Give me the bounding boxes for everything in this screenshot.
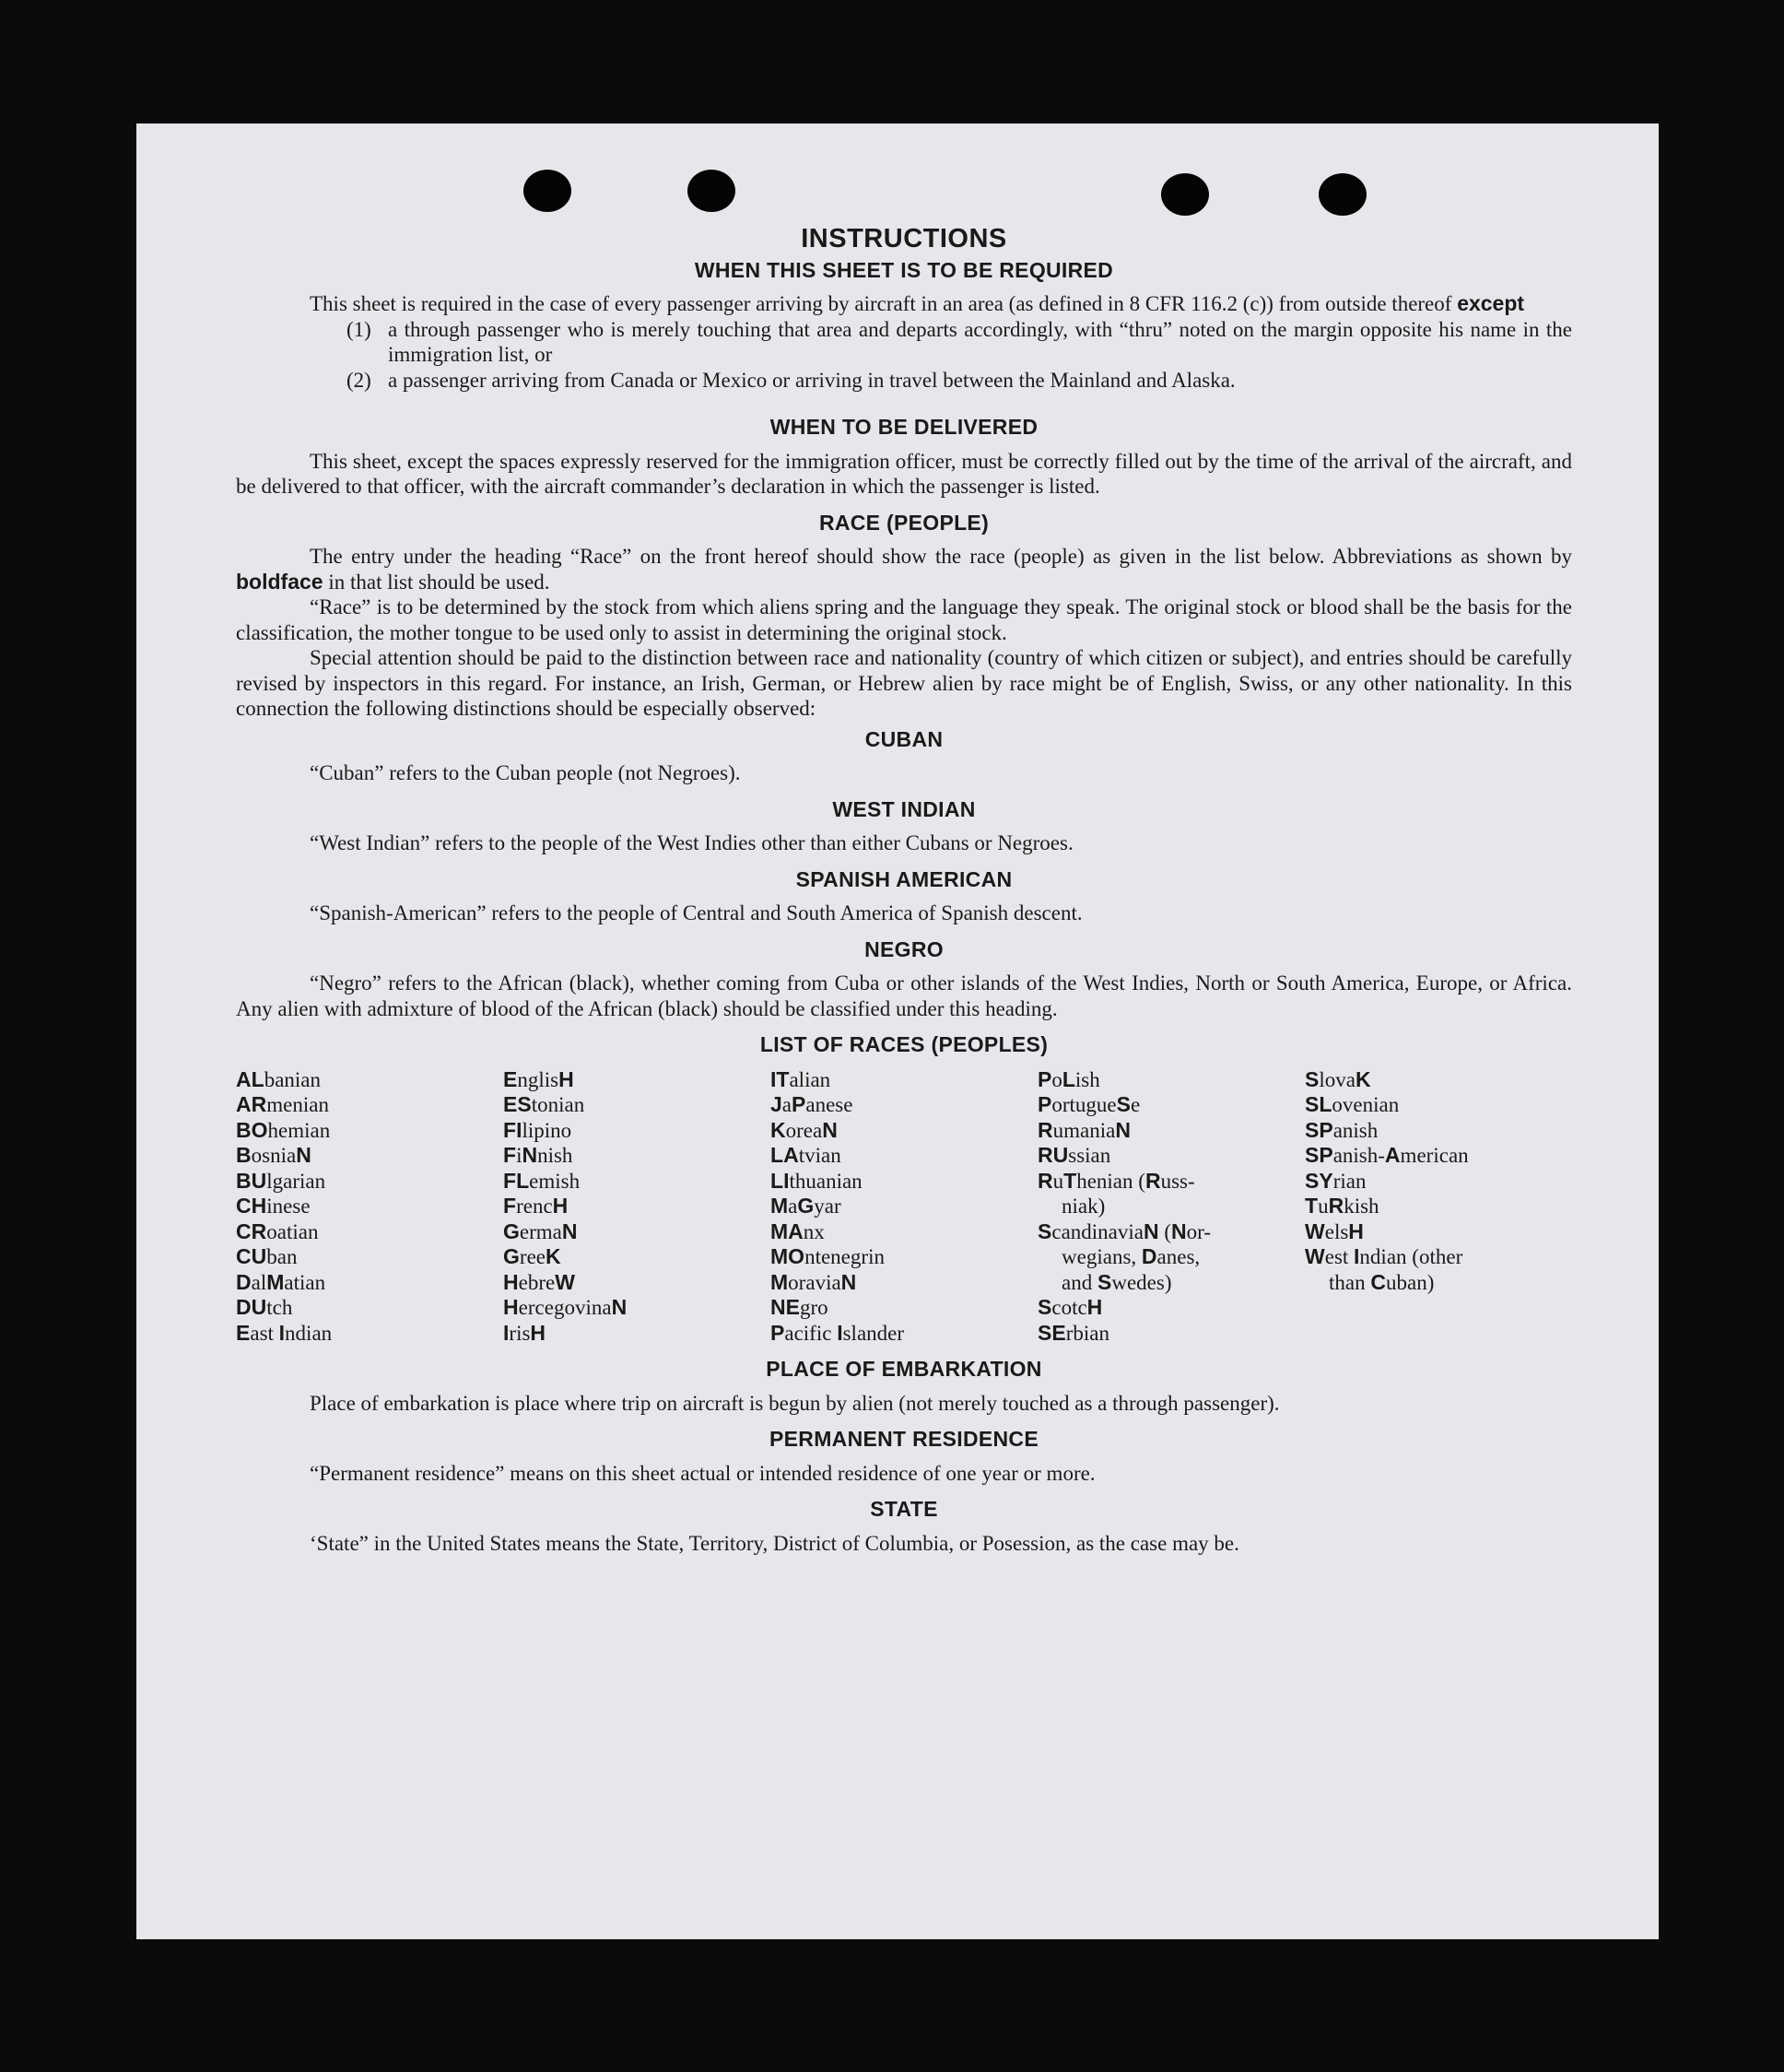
race-entry: EnglisH <box>503 1066 574 1091</box>
race-entry: BUlgarian <box>236 1168 326 1193</box>
paragraph <box>236 291 1572 317</box>
section-heading: LIST OF RACES (PEOPLES) <box>759 1032 1049 1056</box>
boldface-word: boldface <box>236 569 323 594</box>
item-text: a through passenger who is merely touching that area and departs accordingly, with “thru” noted on the margin opposite his name in the immigration list, or <box>388 317 1572 366</box>
race-entry: and Swedes) <box>1062 1269 1172 1294</box>
section-heading: WHEN TO BE DELIVERED <box>769 415 1039 439</box>
race-entry: CUban <box>236 1244 298 1268</box>
race-entry: MaGyar <box>770 1194 841 1218</box>
paragraph: Special attention should be paid to the distinction between race and nationality (country of which citizen or subject), and entries should be carefully revised by inspectors in this regard. For instance, an Irish, German, or Hebrew alien by race might be of English, Swiss, or any other nationality. In this connection the following distinctions should be especially observed: <box>236 646 1572 720</box>
item-number: (2) <box>346 368 371 392</box>
race-entry: RuThenian (Russ- <box>1038 1168 1195 1193</box>
race-entry: RUssian <box>1038 1143 1111 1167</box>
paragraph: ‘State” in the United States means the State, Territory, District of Columbia, or Posession, as the case may be. <box>310 1531 1239 1555</box>
list-item <box>236 368 1572 394</box>
race-entry: Pacific Islander <box>770 1320 905 1345</box>
paragraph: “Cuban” refers to the Cuban people (not Negroes). <box>310 761 741 784</box>
section-heading: CUBAN <box>864 726 944 751</box>
race-entry: wegians, Danes, <box>1062 1244 1201 1268</box>
race-entry: SErbian <box>1038 1320 1109 1345</box>
document-sheet <box>136 124 1659 1939</box>
paragraph: “Permanent residence” means on this sheet actual or intended residence of one year or more. <box>310 1461 1096 1485</box>
race-entry: LAtvian <box>770 1143 841 1167</box>
race-entry: RumaniaN <box>1038 1117 1131 1142</box>
paragraph: “Race” is to be determined by the stock from which aliens spring and the language they speak. The original stock or blood shall be the basis for the classification, the mother tongue to be used only to assist in determining the original stock. <box>236 595 1572 644</box>
section-heading: SPANISH AMERICAN <box>795 866 1013 891</box>
race-column <box>1305 1067 1572 1347</box>
paragraph: “Negro” refers to the African (black), whether coming from Cuba or other islands of the West Indies, North or South America, Europe, or Africa. Any alien with admixture of blood of the African (black) should be classified under this heading. <box>236 971 1572 1020</box>
section-heading: STATE <box>870 1497 938 1521</box>
race-entry: CHinese <box>236 1194 311 1218</box>
punch-hole <box>1319 173 1367 216</box>
section-heading: PLACE OF EMBARKATION <box>766 1357 1042 1381</box>
required-intro: This sheet is required in the case of every passenger arriving by aircraft in an area (as defined in 8 CFR 116.2 (c)) from outside thereof <box>310 292 1452 315</box>
race-entry: JaPanese <box>770 1092 853 1116</box>
race-entry: SYrian <box>1305 1168 1367 1193</box>
race-entry: ScandinaviaN (Nor- <box>1038 1218 1212 1243</box>
race-entry: MOntenegrin <box>770 1244 885 1268</box>
page-title: INSTRUCTIONS <box>801 224 1007 253</box>
race-entry: SLovenian <box>1305 1092 1400 1116</box>
punch-hole <box>1161 173 1209 216</box>
race-entry: PortugueSe <box>1038 1092 1141 1116</box>
race-entry: EStonian <box>503 1092 585 1116</box>
race-entry: niak) <box>1062 1195 1106 1218</box>
race-entry: WelsH <box>1305 1218 1364 1243</box>
race-column <box>1038 1067 1305 1347</box>
section-heading: WEST INDIAN <box>832 796 976 821</box>
race-entry: ALbanian <box>236 1066 322 1091</box>
race-entry: CRoatian <box>236 1218 319 1243</box>
race-entry: FLemish <box>503 1168 581 1193</box>
race-entry: ARmenian <box>236 1092 329 1116</box>
race-entry: SPanish <box>1305 1117 1379 1142</box>
punch-hole <box>523 170 571 212</box>
race-entry: ScotcH <box>1038 1295 1103 1319</box>
section-heading: RACE (PEOPLE) <box>818 510 990 535</box>
race-entry: FIlipino <box>503 1117 572 1142</box>
section-heading: NEGRO <box>864 936 944 961</box>
race-p1-after: in that list should be used. <box>328 570 550 594</box>
race-entry: DUtch <box>236 1295 293 1319</box>
item-text: a passenger arriving from Canada or Mexico or arriving in travel between the Mainland and Alaska. <box>388 368 1236 392</box>
race-entry: GermaN <box>503 1218 578 1243</box>
race-entry: BOhemian <box>236 1117 331 1142</box>
race-entry: SPanish-American <box>1305 1143 1469 1167</box>
section-heading: PERMANENT RESIDENCE <box>769 1427 1039 1451</box>
paragraph: Place of embarkation is place where trip on aircraft is begun by alien (not merely touched as a through passenger). <box>310 1391 1280 1415</box>
race-column <box>770 1067 1038 1347</box>
race-entry: PoLish <box>1038 1066 1100 1091</box>
race-p1-before: The entry under the heading “Race” on the front hereof should show the race (people) as given in the list below. Abbreviations as shown by <box>310 545 1572 568</box>
race-entry: LIthuanian <box>770 1168 863 1193</box>
item-number: (1) <box>346 317 371 341</box>
race-entry: DalMatian <box>236 1269 326 1294</box>
race-entry: TuRkish <box>1305 1194 1379 1218</box>
race-entry: KoreaN <box>770 1117 838 1142</box>
paragraph: “West Indian” refers to the people of the West Indies other than either Cubans or Negroes. <box>310 831 1074 854</box>
race-entry: West Indian (other <box>1305 1244 1463 1268</box>
list-item <box>236 317 1572 368</box>
race-column <box>236 1067 503 1347</box>
race-entry: BosniaN <box>236 1143 311 1167</box>
race-entry: East Indian <box>236 1320 333 1345</box>
race-entry: FiNnish <box>503 1143 573 1167</box>
race-entry: FrencH <box>503 1194 569 1218</box>
section-heading: WHEN THIS SHEET IS TO BE REQUIRED <box>694 257 1114 282</box>
race-entry: ITalian <box>770 1066 831 1091</box>
race-entry: SlovaK <box>1305 1066 1371 1091</box>
race-entry: HercegovinaN <box>503 1295 628 1319</box>
punch-hole <box>687 170 735 212</box>
paragraph: “Spanish-American” refers to the people of Central and South America of Spanish descent. <box>310 901 1083 924</box>
race-list <box>236 1067 1572 1347</box>
race-entry: GreeK <box>503 1244 561 1268</box>
race-entry: than Cuban) <box>1329 1269 1435 1294</box>
race-entry: HebreW <box>503 1269 575 1294</box>
race-entry: MoraviaN <box>770 1269 857 1294</box>
race-entry: MAnx <box>770 1218 825 1243</box>
race-entry: NEgro <box>770 1295 828 1319</box>
except-word: except <box>1457 291 1525 315</box>
paragraph: This sheet, except the spaces expressly reserved for the immigration officer, must be correctly filled out by the time of the arrival of the aircraft, and be delivered to that officer, with the aircraft commander’s declaration in which the passenger is listed. <box>236 449 1572 498</box>
instructions-content <box>236 224 1572 1556</box>
paragraph <box>236 544 1572 595</box>
race-column <box>503 1067 770 1347</box>
race-entry: IrisH <box>503 1320 546 1345</box>
